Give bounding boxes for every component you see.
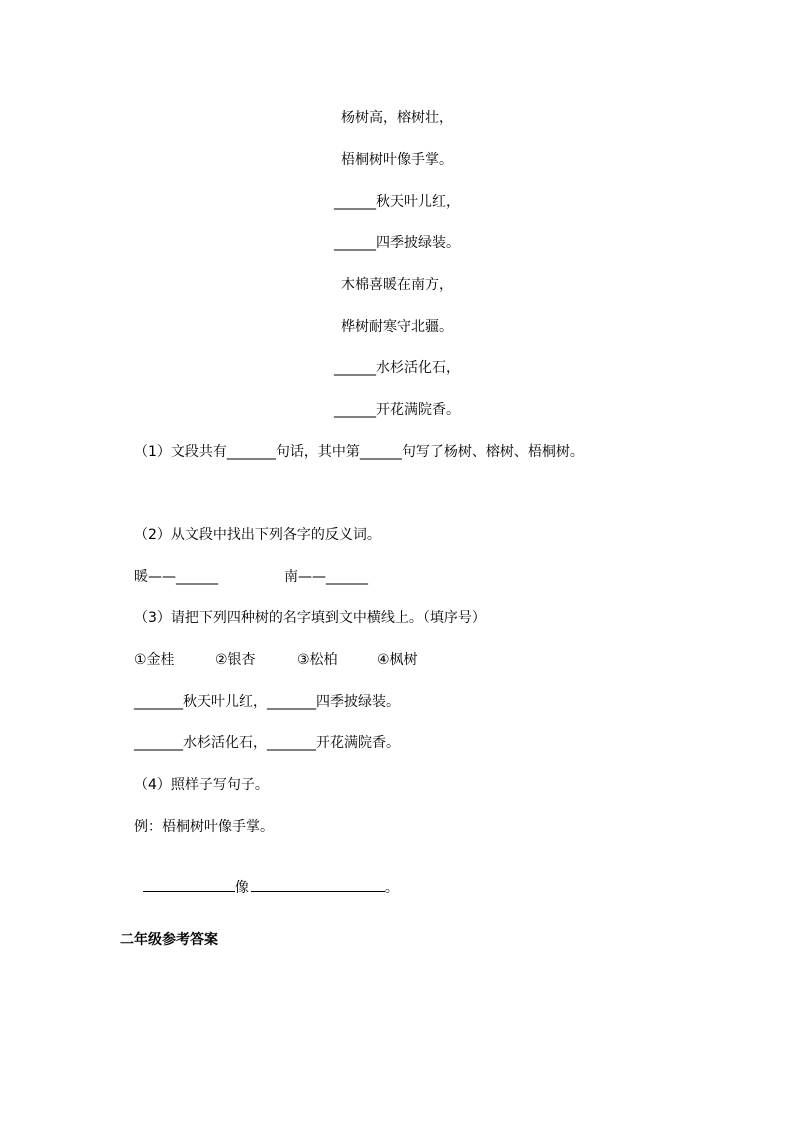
poem-line-8: ______开花满院香。 (334, 402, 460, 418)
question-3-option-2: ②银杏 (215, 652, 256, 668)
poem-line-4: ______四季披绿装。 (334, 235, 460, 251)
question-4-answer-line (134, 858, 399, 898)
poem-line-2: 梧桐树叶像手掌。 (341, 152, 453, 168)
question-3-fill-line-1: _______秋天叶儿红，_______四季披绿装。 (134, 694, 400, 710)
question-3-option-4: ④枫树 (377, 652, 418, 668)
question-2-antonym-warm: 暖——______ (134, 569, 218, 585)
like-word: 像 (234, 880, 249, 896)
poem-line-6: 桦树耐寒守北疆。 (341, 319, 453, 335)
question-3: （3）请把下列四种树的名字填到文中横线上。（填序号） (134, 610, 486, 626)
poem-line-5: 木棉喜暖在南方， (341, 277, 453, 293)
answer-blank-object[interactable] (251, 879, 385, 892)
question-4-example: 例：梧桐树叶像手掌。 (134, 819, 274, 835)
question-1: （1）文段共有_______句话，其中第______句写了杨树、榕树、梧桐树。 (134, 444, 584, 460)
question-3-fill-line-2: _______水杉活化石，_______开花满院香。 (134, 735, 400, 751)
question-2: （2）从文段中找出下列各字的反义词。 (134, 527, 381, 543)
question-3-option-1: ①金桂 (134, 652, 175, 668)
question-3-option-3: ③松柏 (297, 652, 338, 668)
question-2-antonym-south: 南——______ (284, 569, 368, 585)
question-4: （4）照样子写句子。 (134, 777, 269, 793)
answers-heading: 二年级参考答案 (120, 932, 218, 948)
poem-line-7: ______水杉活化石， (334, 360, 460, 376)
sentence-period: 。 (384, 880, 399, 896)
answer-blank-subject[interactable] (143, 879, 235, 892)
poem-line-3: ______秋天叶儿红， (334, 194, 460, 210)
poem-line-1: 杨树高，榕树壮， (341, 110, 453, 126)
